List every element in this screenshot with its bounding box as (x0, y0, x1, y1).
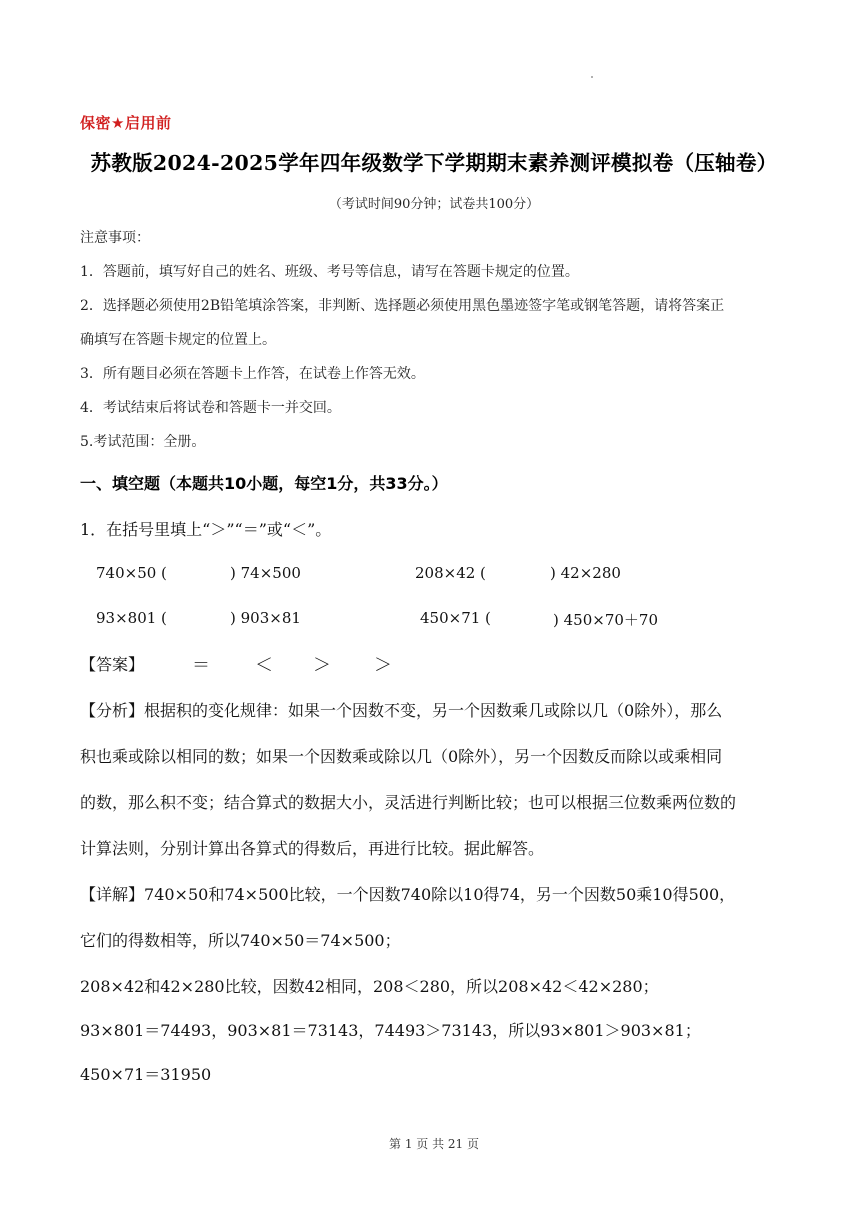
notice-item: 确填写在答题卡规定的位置上。 (80, 332, 276, 348)
comparison-left: 740×50 ( (96, 564, 167, 582)
comparison-right: ) 74×500 (230, 564, 301, 582)
answer-symbol: ＝ (192, 655, 210, 676)
comparison-right: ) 903×81 (230, 609, 301, 627)
secret-label: 保密★启用前 (80, 114, 172, 132)
detail-line: 450×71＝31950 (80, 1065, 212, 1084)
detail-text: 740×50和74×500比较，一个因数740除以10得74，另一个因数50乘10得500， (144, 885, 736, 904)
detail-label: 【详解】 (80, 885, 145, 904)
exam-info: （考试时间90分钟；试卷共100分） (328, 197, 540, 212)
comparison-right: ) 450×70＋70 (553, 611, 658, 629)
notice-item: 1．答题前，填写好自己的姓名、班级、考号等信息，请写在答题卡规定的位置。 (80, 264, 579, 280)
analysis-line: 积也乘或除以相同的数；如果一个因数乘或除以几（0除外），另一个因数反而除以或乘相同 (80, 747, 723, 766)
page-number: 第 1 页 共 21 页 (389, 1137, 479, 1151)
comparison-right: ) 42×280 (550, 564, 621, 582)
analysis-line: 的数，那么积不变；结合算式的数据大小，灵活进行判断比较；也可以根据三位数乘两位数的 (80, 793, 737, 812)
comparison-left: 208×42 ( (415, 564, 486, 582)
analysis-label: 【分析】 (80, 701, 145, 720)
question-prompt: 1．在括号里填上“＞”“＝”或“＜”。 (80, 520, 332, 539)
notice-item: 5.考试范围：全册。 (80, 434, 206, 450)
analysis-line: 计算法则，分别计算出各算式的得数后，再进行比较。据此解答。 (80, 839, 545, 858)
answer-label: 【答案】 (80, 655, 145, 674)
notice-item: 2．选择题必须使用2B铅笔填涂答案，非判断、选择题必须使用黑色墨迹签字笔或钢笔答题，请将答案正 (80, 298, 725, 314)
notice-item: 3．所有题目必须在答题卡上作答，在试卷上作答无效。 (80, 366, 425, 382)
answer-symbol: ＞ (374, 655, 392, 676)
detail-line: 它们的得数相等，所以740×50＝74×500； (80, 931, 401, 950)
answer-symbol: ＞ (313, 655, 331, 676)
page-title: 苏教版2024-2025学年四年级数学下学期期末素养测评模拟卷（压轴卷） (90, 151, 778, 175)
comparison-left: 93×801 ( (96, 609, 167, 627)
scan-dot (591, 76, 593, 78)
notice-heading: 注意事项： (80, 230, 150, 246)
detail-line (80, 882, 792, 905)
answer-symbol: ＜ (255, 655, 273, 676)
analysis-text: 根据积的变化规律：如果一个因数不变，另一个因数乘几或除以几（0除外），那么 (144, 701, 723, 720)
notice-item: 4．考试结束后将试卷和答题卡一并交回。 (80, 400, 341, 416)
analysis-line (80, 698, 792, 721)
comparison-left: 450×71 ( (420, 609, 491, 627)
detail-line: 93×801＝74493，903×81＝73143，74493＞73143，所以93×801＞903×81； (80, 1021, 701, 1040)
section-heading: 一、填空题（本题共10小题，每空1分，共33分。） (80, 474, 448, 493)
detail-line: 208×42和42×280比较，因数42相同，208＜280，所以208×42＜42×280； (80, 977, 659, 996)
